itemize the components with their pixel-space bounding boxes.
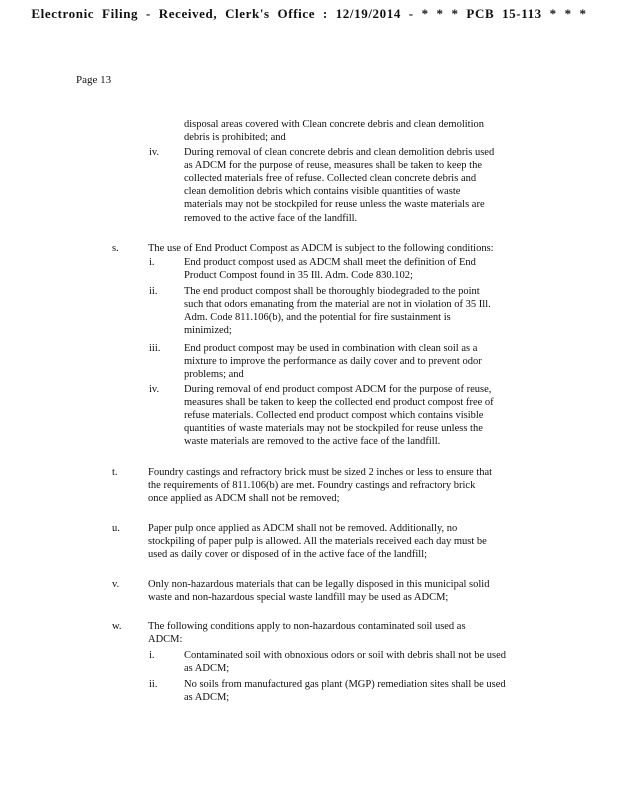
text-line: such that odors emanating from the material are not in violation of 35 Ill.: [184, 299, 491, 311]
text-line: waste and non-hazardous special waste landfill may be used as ADCM;: [148, 592, 449, 604]
text-line: once applied as ADCM shall not be removed;: [148, 493, 340, 505]
text-line: materials may not be stockpiled for reuse unless the waste materials are: [184, 199, 485, 211]
text-line: Adm. Code 811.106(b), and the potential for fire sustainment is: [184, 312, 451, 324]
text-line: The end product compost shall be thoroughly biodegraded to the point: [184, 286, 480, 297]
list-marker: ii.: [149, 679, 158, 690]
page-header: Electronic Filing - Received, Clerk's Office : 12/19/2014 - * * * PCB 15-113 * * *: [31, 6, 587, 21]
text-line: During removal of end product compost ADCM for the purpose of reuse,: [184, 384, 492, 395]
list-marker: i.: [149, 650, 155, 661]
text-line: debris is prohibited; and: [184, 132, 286, 144]
text-line: refuse materials. Collected end product compost which contains visible: [184, 410, 484, 422]
text-line: Contaminated soil with obnoxious odors or soil with debris shall not be used: [184, 650, 506, 661]
text-line: The use of End Product Compost as ADCM is subject to the following conditions:: [148, 243, 494, 254]
list-marker: v.: [112, 579, 120, 590]
text-line: Paper pulp once applied as ADCM shall not be removed. Additionally, no: [148, 523, 458, 534]
text-line: End product compost may be used in combination with clean soil as a: [184, 343, 478, 354]
list-marker: iii.: [149, 343, 161, 354]
text-line: removed to the active face of the landfill.: [184, 212, 358, 224]
text-line: collected materials free of refuse. Collected clean concrete debris and: [184, 173, 477, 185]
list-marker: t.: [112, 467, 118, 478]
list-marker: u.: [112, 523, 120, 534]
text-line: as ADCM;: [184, 692, 230, 704]
text-line: as ADCM;: [184, 663, 230, 675]
text-line: During removal of clean concrete debris and clean demolition debris used: [184, 147, 495, 158]
text-line: No soils from manufactured gas plant (MGP) remediation sites shall be used: [184, 679, 506, 690]
text-line: Product Compost found in 35 Ill. Adm. Code 830.102;: [184, 270, 413, 282]
text-line: waste materials are removed to the active face of the landfill.: [184, 436, 441, 448]
list-marker: i.: [149, 257, 155, 268]
text-line: minimized;: [184, 325, 232, 337]
text-line: Foundry castings and refractory brick must be sized 2 inches or less to ensure that: [148, 467, 493, 478]
text-line: used as daily cover or disposed of in the active face of the landfill;: [148, 549, 428, 561]
text-line: the requirements of 811.106(b) are met. Foundry castings and refractory brick: [148, 480, 476, 492]
text-line: quantities of waste materials may not be stockpiled for reuse unless the: [184, 423, 483, 435]
text-line: problems; and: [184, 369, 244, 381]
text-line: clean demolition debris which contains visible quantities of waste: [184, 186, 461, 198]
list-marker: ii.: [149, 286, 158, 297]
text-line: stockpiling of paper pulp is allowed. All the materials received each day must be: [148, 536, 487, 548]
text-line: disposal areas covered with Clean concrete debris and clean demolition: [184, 119, 485, 130]
list-marker: iv.: [149, 384, 160, 395]
text-line: mixture to improve the performance as daily cover and to prevent odor: [184, 356, 482, 368]
text-line: ADCM:: [148, 634, 183, 646]
text-line: End product compost used as ADCM shall meet the definition of End: [184, 257, 476, 268]
list-marker: w.: [112, 621, 122, 632]
text-line: The following conditions apply to non-hazardous contaminated soil used as: [148, 621, 466, 632]
list-marker: s.: [112, 243, 119, 254]
text-line: as ADCM for the purpose of reuse, measures shall be taken to keep the: [184, 160, 482, 172]
page-number-label: Page 13: [76, 74, 112, 86]
text-line: Only non-hazardous materials that can be legally disposed in this municipal solid: [148, 579, 490, 590]
list-marker: iv.: [149, 147, 160, 158]
text-line: measures shall be taken to keep the collected end product compost free of: [184, 397, 494, 409]
